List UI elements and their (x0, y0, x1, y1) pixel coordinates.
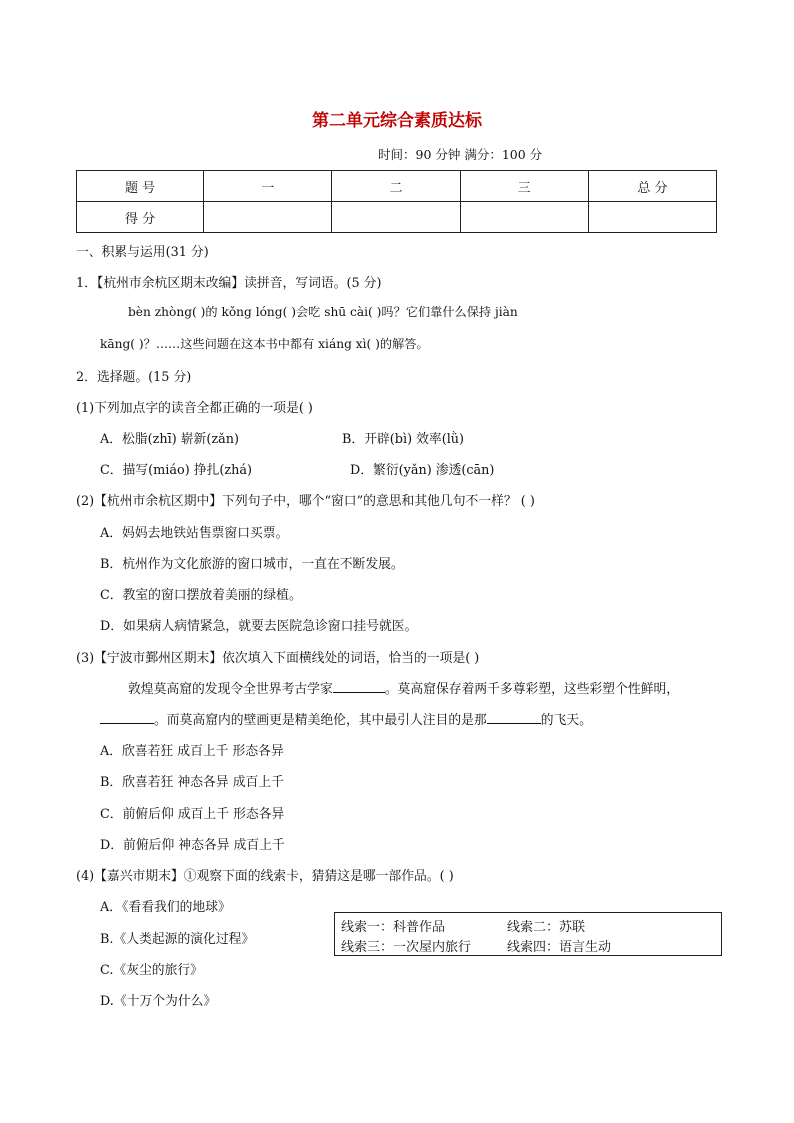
option-c: C．前俯后仰 成百上千 形态各异 (100, 807, 285, 822)
score-cell-total[interactable] (588, 202, 716, 233)
option-d: D．繁衍(yǎn) 渗透(cān) (350, 463, 495, 478)
clue-1: 线索一：科普作品 (341, 920, 446, 935)
fill-blank-1[interactable] (333, 678, 385, 693)
passage-text: 。莫高窟保存着两千多尊彩塑，这些彩塑个性鲜明， (384, 682, 680, 697)
score-row-label: 得 分 (77, 202, 204, 233)
clue-4: 线索四：语言生动 (507, 940, 612, 955)
option-a: A．《看看我们的地球》 (100, 900, 231, 915)
clue-2: 线索二：苏联 (507, 920, 586, 935)
page-title: 第二单元综合素质达标 (312, 111, 482, 131)
header-cell-total: 总 分 (588, 171, 716, 202)
option-a: A．松脂(zhī) 崭新(zǎn) (100, 432, 239, 447)
option-c: C．描写(miáo) 挣扎(zhá) (100, 463, 252, 478)
score-cell-two[interactable] (332, 202, 460, 233)
passage-text: 敦煌莫高窟的发现令全世界考古学家 (128, 682, 333, 697)
question-1-line-1: bèn zhòng( )的 kǒng lóng( )会吃 shū cài( )吗？它们靠什么保持 jiàn (128, 305, 518, 319)
score-cell-three[interactable] (460, 202, 588, 233)
option-a: A．妈妈去地铁站售票窗口买票。 (100, 526, 289, 541)
option-b: B.《人类起源的演化过程》 (100, 932, 255, 947)
score-cell-one[interactable] (204, 202, 332, 233)
option-b: B．开辟(bì) 效率(lǜ) (342, 432, 465, 447)
question-2-1-stem: (1)下列加点字的读音全都正确的一项是( ) (76, 401, 313, 416)
score-table (76, 170, 717, 233)
option-b: B．杭州作为文化旅游的窗口城市，一直在不断发展。 (100, 557, 404, 572)
passage-text: 。而莫高窟内的壁画更是精美绝伦，其中最引人注目的是那 (154, 713, 487, 728)
question-1-line-2: kāng( )？……这些问题在这本书中都有 xiáng xì( )的解答。 (100, 337, 429, 351)
score-table-header-row (77, 171, 717, 202)
option-c: C．教室的窗口摆放着美丽的绿植。 (100, 588, 302, 603)
question-2-stem: 2．选择题。(15 分) (76, 370, 192, 385)
option-a: A．欣喜若狂 成百上千 形态各异 (100, 744, 284, 759)
exam-meta: 时间：90 分钟 满分：100 分 (378, 147, 543, 162)
option-d: D．前俯后仰 神态各异 成百上千 (100, 838, 285, 853)
fill-blank-3[interactable] (487, 709, 541, 724)
option-c: C.《灰尘的旅行》 (100, 963, 203, 978)
score-table-score-row (77, 202, 717, 233)
question-1-stem: 1．【杭州市余杭区期末改编】读拼音，写词语。(5 分) (76, 276, 382, 291)
option-b: B．欣喜若狂 神态各异 成百上千 (100, 775, 284, 790)
option-d: D．如果病人病情紧急，就要去医院急诊窗口挂号就医。 (100, 619, 418, 634)
clue-3: 线索三：一次屋内旅行 (341, 940, 472, 955)
question-2-2-stem: (2)【杭州市余杭区期中】下列句子中，哪个“窗口”的意思和其他几句不一样？ ( ) (76, 494, 535, 509)
question-2-3-stem: (3)【宁波市鄞州区期末】依次填入下面横线处的词语，恰当的一项是( ) (76, 651, 480, 666)
clue-card (334, 912, 722, 956)
header-cell-number: 题 号 (77, 171, 204, 202)
option-d: D.《十万个为什么》 (100, 994, 217, 1009)
passage-text: 的飞天。 (540, 713, 592, 728)
header-cell-three: 三 (460, 171, 588, 202)
section-heading: 一、积累与运用(31 分) (76, 245, 209, 260)
passage-line-2 (100, 709, 592, 728)
fill-blank-2[interactable] (100, 709, 154, 724)
header-cell-two: 二 (332, 171, 460, 202)
question-2-4-stem: (4)【嘉兴市期末】①观察下面的线索卡，猜猜这是哪一部作品。( ) (76, 869, 454, 884)
passage-line-1 (128, 678, 679, 697)
header-cell-one: 一 (204, 171, 332, 202)
